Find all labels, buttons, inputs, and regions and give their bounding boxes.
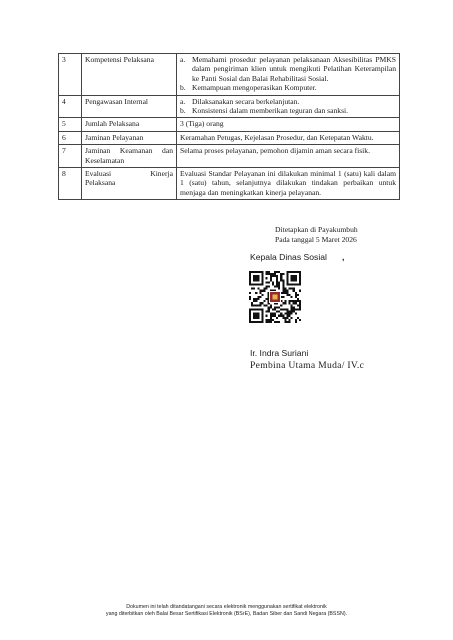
table-row — [59, 95, 400, 118]
list-text: Konsistensi dalam memberikan teguran dan sanksi. — [192, 106, 349, 116]
qr-code-icon — [249, 271, 301, 323]
list-item — [180, 55, 396, 83]
component-line: Jaminan Keamanan dan — [85, 146, 173, 156]
row-number: 6 — [59, 131, 82, 144]
table-row — [59, 54, 400, 96]
list-marker: a. — [180, 96, 186, 106]
table-row — [59, 118, 400, 131]
row-number: 4 — [59, 95, 82, 118]
place-line: Ditetapkan di Payakumbuh — [275, 225, 358, 234]
signer-rank: Pembina Utama Muda/ IV.c — [250, 360, 365, 371]
component-cell — [82, 168, 177, 200]
component-cell — [82, 145, 177, 168]
row-number: 3 — [59, 54, 82, 96]
row-number: 5 — [59, 118, 82, 131]
signer-name: Ir. Indra Suriani — [250, 348, 309, 358]
qr-center-emblem — [269, 291, 281, 303]
description-cell: Keramahan Petugas, Kejelasan Prosedur, dan Ketepatan Waktu. — [177, 131, 400, 144]
official-title: Kepala Dinas Sosial — [250, 252, 327, 262]
component-cell: Kompetensi Pelaksana — [82, 54, 177, 96]
component-cell: Jaminan Pelayanan — [82, 131, 177, 144]
table-row — [59, 168, 400, 200]
description-cell: Selama proses pelayanan, pemohon dijamin aman secara fisik. — [177, 145, 400, 168]
list-marker: b. — [180, 83, 186, 93]
component-line: Pelaksana — [85, 178, 116, 188]
description-cell — [177, 95, 400, 118]
component-line: Evaluasi Kinerja — [85, 169, 173, 179]
electronic-signature-footer — [0, 604, 453, 619]
description-cell: 3 (Tiga) orang — [177, 118, 400, 131]
title-comma: , — [342, 252, 345, 262]
list-item — [180, 106, 396, 115]
description-cell — [177, 54, 400, 96]
standard-service-table — [58, 53, 400, 200]
table-row — [59, 131, 400, 144]
row-number: 7 — [59, 145, 82, 168]
component-line: Keselamatan — [85, 155, 125, 165]
row-number: 8 — [59, 168, 82, 200]
component-cell: Jumlah Pelaksana — [82, 118, 177, 131]
signature-place-date — [275, 225, 358, 245]
list-text: Kemampuan mengoperasikan Komputer. — [192, 83, 317, 93]
footer-line: yang diterbitkan oleh Balai Besar Sertifikasi Elektronik (BSrE), Badan Siber dan Sandi Negara (BSSN). — [105, 611, 348, 618]
list-text: Memahami prosedur pelayanan pelaksanaan Aksesibilitas PMKS dalam pengiriman klien untuk mengikuti Pelatihan Keterampilan ke Panti Sosial dan Balai Rehabilitasi Sosial. — [192, 55, 396, 83]
list-item — [180, 83, 396, 92]
component-cell: Pengawasan Internal — [82, 95, 177, 118]
description-cell: Evaluasi Standar Pelayanan ini dilakukan minimal 1 (satu) kali dalam 1 (satu) tahun, selanjutnya dilakukan tindakan perbaikan untuk menjaga dan meningkatkan kinerja pelayanan. — [177, 168, 400, 200]
table-row — [59, 145, 400, 168]
list-marker: b. — [180, 106, 186, 116]
date-line: Pada tanggal 5 Maret 2026 — [275, 235, 357, 244]
list-text: Dilaksanakan secara berkelanjutan. — [192, 96, 300, 106]
list-marker: a. — [180, 55, 186, 64]
list-item — [180, 97, 396, 106]
footer-line: Dokumen ini telah ditandatangani secara elektronik menggunakan sertifikat elektronik — [126, 604, 327, 610]
